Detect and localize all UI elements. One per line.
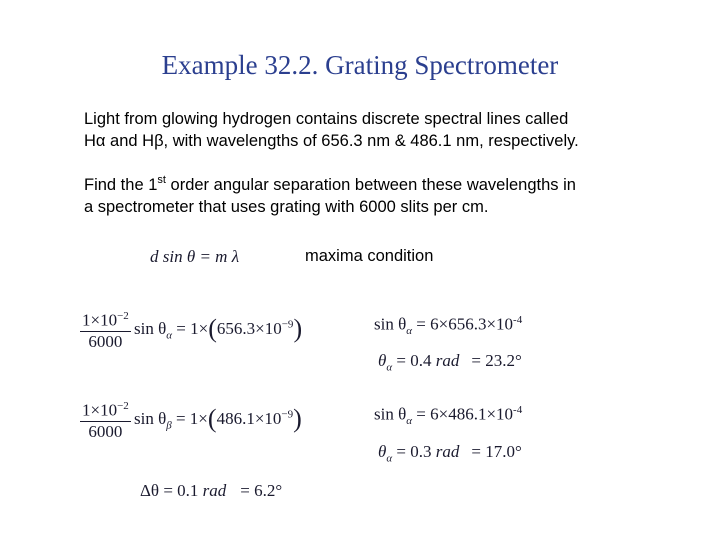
maxima-condition-label: maxima condition <box>305 247 434 265</box>
fraction-numerator: $1\times 10^{-2}$ <box>80 396 131 422</box>
slide-title: Example 32.2. Grating Spectrometer <box>161 50 559 80</box>
alpha-sine-equation: $\sin \theta_\alpha = 1\times(656.3\times 10^{-9})$ <box>134 314 303 343</box>
grating-spacing-fraction-beta <box>80 396 131 442</box>
intro-line-2: Hα and Hβ, with wavelengths of 656.3 nm & 486.1 nm, respectively. <box>84 132 579 150</box>
intro-paragraph <box>84 108 704 152</box>
question-line-1-post: order angular separation between these wavelengths in <box>165 176 576 194</box>
beta-sine-equation: $\sin \theta_\beta = 1\times(486.1\times 10^{-9})$ <box>134 404 302 433</box>
angular-separation-result: Δθ = 0.1 rad = 6.2° <box>140 481 283 500</box>
fraction-numerator: $1\times 10^{-2}$ <box>80 306 131 332</box>
beta-sine-result: $\sin \theta_\alpha = 6\times 486.1\times 10^{-4}$ <box>374 404 523 428</box>
intro-line-1: Light from glowing hydrogen contains discrete spectral lines called <box>84 110 569 128</box>
alpha-sine-result: $\sin \theta_\alpha = 6\times 656.3\times 10^{-4}$ <box>374 314 523 338</box>
question-line-2: a spectrometer that uses grating with 6000 slits per cm. <box>84 198 489 216</box>
question-paragraph <box>84 174 704 218</box>
grating-equation: d sin θ = m λ <box>150 247 240 266</box>
beta-angle-result: $\theta_\alpha = 0.3$ rad = 17.0° <box>378 442 522 465</box>
alpha-angle-result: $\theta_\alpha = 0.4$ rad = 23.2° <box>378 351 522 374</box>
fraction-denominator: 6000 <box>88 331 123 351</box>
question-line-1 <box>84 174 704 196</box>
fraction-denominator: 6000 <box>88 421 123 441</box>
question-line-1-sup: st <box>157 173 166 186</box>
question-line-1-pre: Find the 1 <box>84 176 158 194</box>
grating-spacing-fraction-alpha <box>80 306 131 352</box>
